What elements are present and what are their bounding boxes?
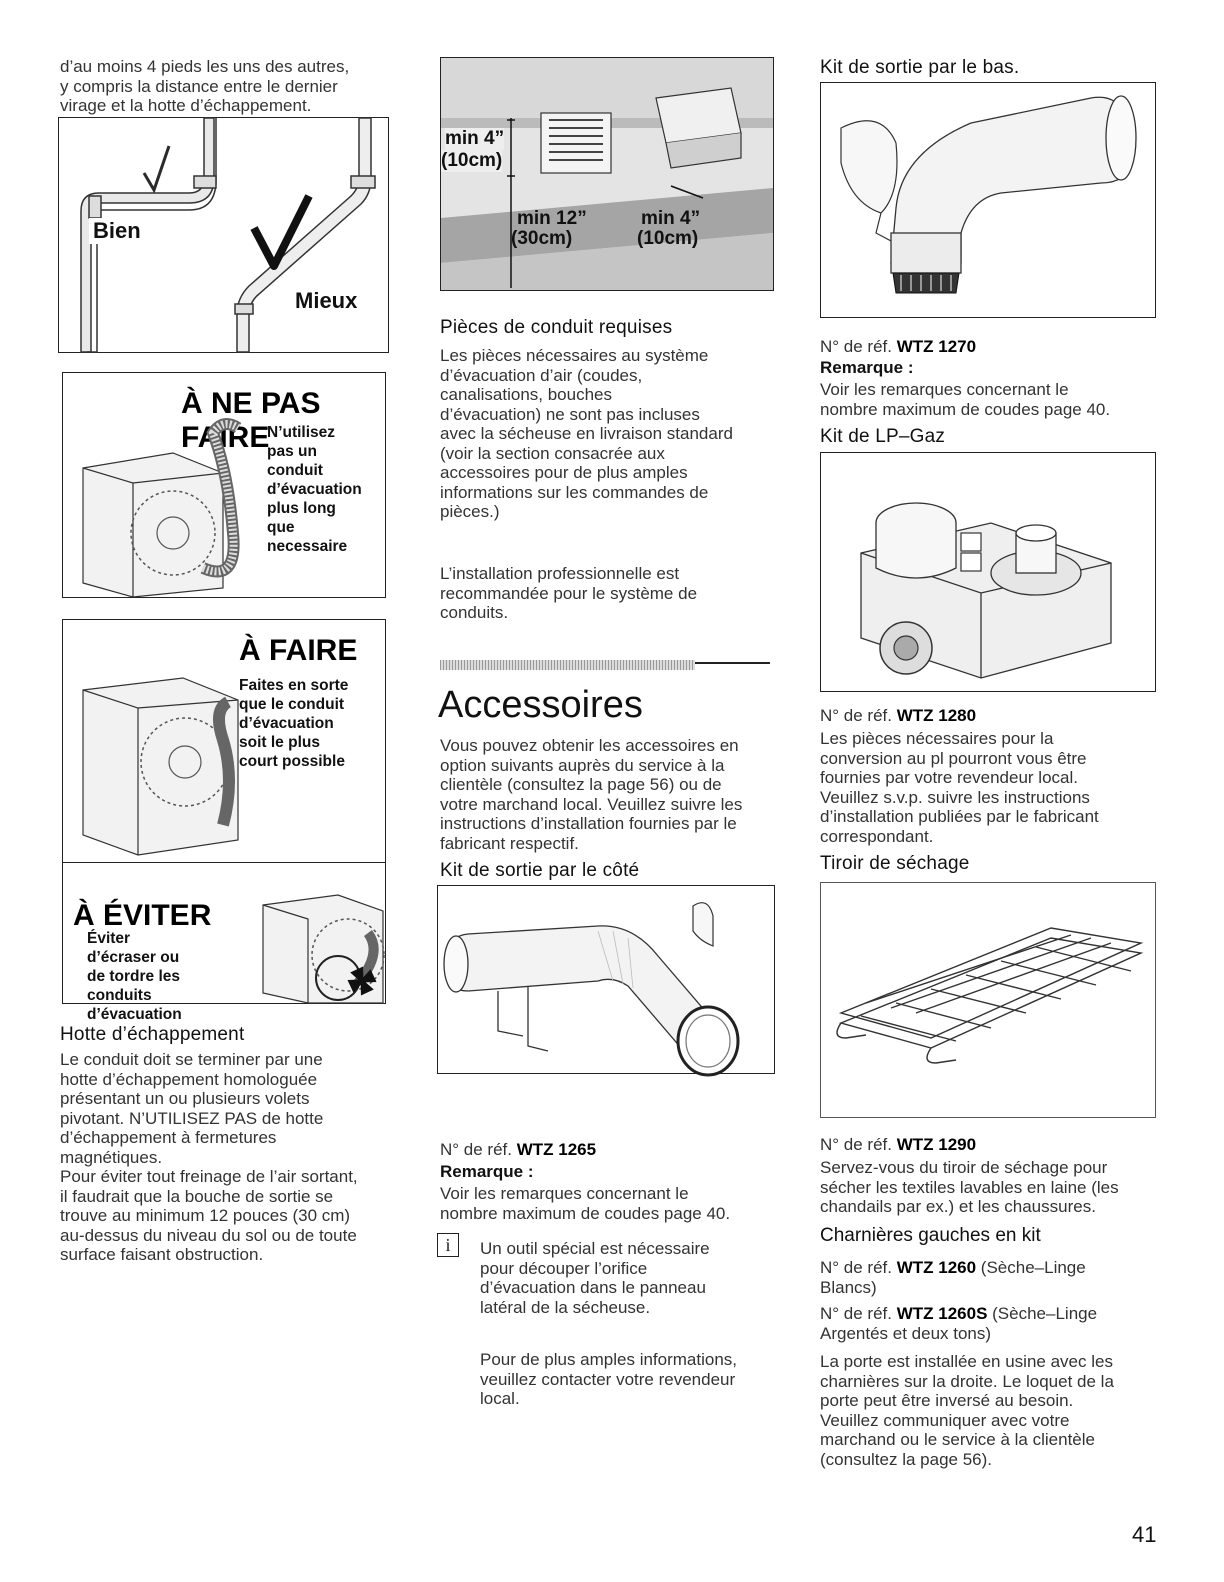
page-number: 41: [1132, 1522, 1157, 1547]
drying-rack-figure: [820, 882, 1156, 1118]
side-kit-note: Voir les remarques concernant le nombre maximum de coudes page 40.: [440, 1184, 731, 1223]
side-kit-note-label: Remarque :: [440, 1162, 534, 1181]
lp-ref: WTZ 1280: [896, 706, 977, 725]
dryer-long-duct-illustration: [63, 413, 263, 597]
bottom-kit-ref: WTZ 1270: [896, 337, 977, 356]
bottom-kit-heading: Kit de sortie par le bas.: [820, 57, 1020, 78]
label-good: Bien: [89, 218, 145, 244]
info-text-1: Un outil spécial est nécessaire pour découper l’orifice d’évacuation dans le panneau latéral de la sécheuse.: [480, 1239, 710, 1317]
info-text-2: Pour de plus amples informations, veuillez contacter votre revendeur local.: [480, 1350, 738, 1408]
intro-text: d’au moins 4 pieds les uns des autres, y compris la distance entre le dernier virage et la hotte d’échappement.: [60, 57, 350, 115]
clearance-label-2b: (30cm): [511, 228, 573, 249]
crushed-duct-illustration: [238, 893, 385, 1003]
side-kit-ref: WTZ 1265: [516, 1140, 597, 1159]
section-rule-dotted: [440, 660, 695, 670]
section-rule-line: [695, 662, 770, 664]
warning-do-text: Faites en sorte que le conduit d’évacuation soit le plus court possible: [239, 677, 349, 770]
clearance-label-2: min 12”: [517, 208, 587, 229]
hinge-ref-2: WTZ 1260S: [896, 1304, 988, 1323]
warning-avoid-title: À ÉVITER: [73, 899, 212, 932]
warning-avoid-panel: [62, 862, 386, 1023]
side-kit-ref-line: N° de réf. WTZ 1265: [440, 1140, 597, 1159]
bottom-kit-note: Voir les remarques concernant le nombre maximum de coudes page 40.: [820, 380, 1111, 419]
good-better-duct-figure: [58, 117, 389, 353]
warning-do-title: À FAIRE: [239, 634, 358, 667]
warning-dont-panel: [62, 372, 386, 598]
dryer-short-duct-illustration: [63, 650, 243, 868]
lp-heading: Kit de LP–Gaz: [820, 426, 946, 447]
rack-ref: WTZ 1290: [896, 1135, 977, 1154]
clearance-label-3: min 4”: [641, 208, 701, 229]
bottom-kit-figure: [820, 82, 1156, 318]
side-kit-figure: [437, 885, 775, 1074]
hinge-ref-1-line: N° de réf. WTZ 1260 (Sèche–Linge Blancs): [820, 1258, 1086, 1297]
side-kit-heading: Kit de sortie par le côté: [440, 860, 640, 881]
hood-heading: Hotte d’échappement: [60, 1024, 245, 1045]
info-icon: i: [437, 1233, 459, 1257]
parts-text-2: L’installation professionnelle est recommandée pour le système de conduits.: [440, 564, 698, 622]
warning-dont-title: À NE PAS FAIRE: [181, 387, 321, 454]
hinge-text: La porte est installée en usine avec les charnières sur la droite. Le loquet de la porte peut être inversé au besoin. Veuillez communiquer avec votre marchand ou le service à la clientèle (consultez la page 56).: [820, 1352, 1114, 1469]
hinge-ref-2-line: N° de réf. WTZ 1260S (Sèche–Linge Argentés et deux tons): [820, 1304, 1098, 1343]
clearance-label-1: min 4”: [445, 128, 505, 149]
lp-text: Les pièces nécessaires pour la conversion au pl pourront vous être fournies par votre revendeur local. Veuillez s.v.p. suivre les instructions d’installation publiées par le fabricant correspondant.: [820, 729, 1099, 846]
parts-text: Les pièces nécessaires au système d’évacuation d’air (coudes, canalisations, bouches d’évacuation) ne sont pas incluses avec la sécheuse en livraison standard (voir la section consacrée aux accessoires pour de plus amples informations sur les commandes de pièces.): [440, 346, 733, 521]
section-title: Accessoires: [438, 684, 643, 726]
lp-kit-figure: [820, 452, 1156, 692]
parts-heading: Pièces de conduit requises: [440, 317, 673, 338]
bottom-kit-note-label: Remarque :: [820, 358, 914, 377]
clearance-label-1b: (10cm): [441, 150, 503, 171]
clearance-figure: [440, 57, 774, 291]
accessories-intro: Vous pouvez obtenir les accessoires en option suivants auprès du service à la clientèle (consultez la page 56) ou de votre marchand local. Veuillez suivre les instructions d’installation fournies par le fabricant respectif.: [440, 736, 743, 853]
lp-ref-line: N° de réf. WTZ 1280: [820, 706, 977, 725]
warning-dont-text: N’utilisez pas un conduit d’évacuation plus long que necessaire: [267, 424, 362, 555]
rack-text: Servez-vous du tiroir de séchage pour sécher les textiles lavables en laine (les chandails par ex.) et les chaussures.: [820, 1158, 1119, 1216]
hinge-heading: Charnières gauches en kit: [820, 1225, 1041, 1246]
hood-text-2: Pour éviter tout freinage de l’air sortant, il faudrait que la bouche de sortie se trouve au minimum 12 pouces (30 cm) au-dessus du niveau du sol ou de toute surface faisant obstruction.: [60, 1167, 358, 1264]
bottom-kit-ref-line: N° de réf. WTZ 1270: [820, 337, 977, 356]
clearance-label-3b: (10cm): [637, 228, 699, 249]
hood-text-1: Le conduit doit se terminer par une hotte d’échappement homologuée présentant un ou plusieurs volets pivotant. N’UTILISEZ PAS de hotte d’échappement à fermetures magnétiques.: [60, 1050, 324, 1167]
rack-heading: Tiroir de séchage: [820, 853, 970, 874]
hinge-ref-1: WTZ 1260: [896, 1258, 977, 1277]
warning-avoid-text: Éviter d’écraser ou de tordre les conduits d’évacuation: [87, 930, 182, 1023]
rack-ref-line: N° de réf. WTZ 1290: [820, 1135, 977, 1154]
warning-do-panel: [62, 619, 386, 869]
label-better: Mieux: [291, 288, 361, 314]
